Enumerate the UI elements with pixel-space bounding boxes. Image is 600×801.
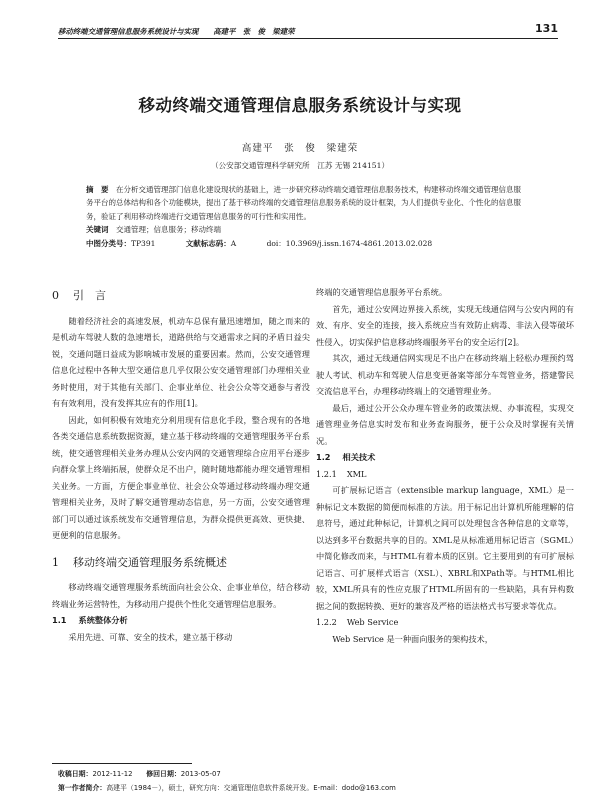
clc-value: TP391 [131, 238, 156, 248]
author-info-label: 第一作者简介： [58, 784, 107, 792]
section-title: 引 言 [73, 289, 106, 302]
doi-text: doi：10.3969/j.issn.1674-4861.2013.02.028 [266, 238, 433, 248]
paper-title: 移动终端交通管理信息服务系统设计与实现 [138, 96, 462, 115]
left-column [52, 288, 310, 645]
received-label: 收稿日期： [58, 770, 93, 778]
section-heading-intro [52, 288, 310, 305]
subsubsection-number: 1.2.2 [316, 617, 337, 627]
subsubsection-heading [316, 614, 574, 631]
paragraph: 可扩展标记语言（extensible markup language，XML）是一种标记文本数据的简便而标准的方法。用于标记出计算机所能理解的信息符号，通过此种标记，计算机之间可以处理包含各种信息的文章等，以达到多平台数据共享的目的。XML是从标准通用标记语言（SGML）中简化修改而来，与HTML有着本质的区别。它主要用到的有可扩展标记语言、可扩展样式语言（XSL）、XBRL和XPath等。与HTML相比较，XML所具有的性应克服了HTML所固有的一些缺陷，具有异构数据之间的数据转换、更好的兼容及严格的语法格式书写要求等优点。 [316, 485, 574, 611]
paragraph: 因此，如何积极有效地充分利用现有信息化手段，整合现有的各地各类交通信息系统数据资源，建立基于移动终端的交通管理服务平台系统，使交通管理相关业务办理从公安内网的交通管理综合应用平台逐步向群众掌上终端拓展，使群众足不出户，随时随地都能办理交通管理相关业务。一方面，方便企事业单位、社会公众等通过移动终端办理交通管理相关业务，及时了解交通管理动态信息，另一方面，公安交通管理部门可以通过该系统发布交通管理信息，为群众提供更高效、更快捷、更便利的信息服务。 [52, 414, 310, 540]
section-number: 0 [52, 289, 59, 302]
subsection-heading [52, 612, 310, 629]
subsection-heading [316, 449, 574, 466]
revised-label: 修回日期： [146, 770, 181, 778]
classification-row [86, 237, 526, 250]
keywords-label: 关键词 [86, 225, 109, 235]
subsection-number: 1.1 [52, 615, 67, 625]
paragraph: 首先，通过公安网边界接入系统，实现无线通信网与公安内网的有效、有序、安全的连接，接入系统应当有效防止病毒、非法入侵等破坏性侵入，切实保护信息移动终端服务平台的安全运行[2]。 [316, 303, 574, 347]
author-info: 高建平（1984－），硕士，研究方向：交通管理信息软件系统开发。E-mail：dodo@163.com [106, 784, 396, 792]
section-title: 移动终端交通管理服务系统概述 [73, 555, 227, 569]
paragraph: 其次，通过无线通信网实现足不出户在移动终端上轻松办理预约驾驶人考试、机动车和驾驶人信息变更备案等部分车驾管业务，搭建警民交流信息平台，办理移动终端上的交通管理业务。 [316, 353, 574, 396]
keywords-text: 交通管理；信息服务；移动终端 [116, 225, 221, 235]
abstract-label: 摘 要 [86, 185, 109, 194]
paragraph: 移动终端交通管理服务系统面向社会公众、企事业单位，结合移动终端业务运营特性，为移动用户提供个性化交通管理信息服务。 [52, 582, 310, 609]
paragraph: 最后，通过公开公众办理车管业务的政策法规、办事流程，实现交通管理业务信息实时发布和业务查询服务，便于公众及时掌握有关情况。 [316, 402, 574, 446]
right-column [316, 284, 574, 647]
subsubsection-number: 1.2.1 [316, 468, 337, 479]
doc-code-value: A [230, 238, 237, 248]
subsubsection-heading [316, 466, 574, 483]
paper-affiliation: （公安部交通管理科学研究所 江苏 无锡 214151） [210, 161, 390, 170]
paragraph: Web Service 是一种面向服务的架构技术， [332, 633, 493, 644]
paragraph: 终端的交通管理信息服务平台系统。 [316, 287, 448, 297]
doc-code-label: 文献标志码： [185, 238, 231, 248]
clc-label: 中图分类号： [86, 238, 131, 248]
received-date: 2012-11-12 [92, 770, 133, 778]
abstract-block [86, 183, 526, 250]
footnote-dates [58, 768, 221, 778]
subsubsection-title: XML [346, 468, 367, 479]
subsection-title: 系统整体分析 [78, 615, 128, 625]
footnote-author [58, 782, 396, 792]
subsubsection-title: Web Service [346, 617, 399, 627]
subsection-title: 相关技术 [342, 452, 376, 462]
paper-authors: 高建平 张 俊 梁建荣 [241, 143, 359, 154]
section-number: 1 [52, 555, 59, 569]
paragraph: 采用先进、可靠、安全的技术，建立基于移动 [68, 631, 233, 642]
abstract-text: 在分析交通管理部门信息化建设现状的基础上，进一步研究移动终端交通管理信息服务技术，构建移动终端交通管理信息服务平台的总体结构和各个功能模块，提出了基于移动终端的交通管理信息服务系统的设计框架，为人们提供专业化、个性化的信息服务，验证了利用移动终端进行交通管理信息服务的可行性和实用性。 [86, 185, 521, 221]
footnote-divider [52, 763, 192, 764]
abstract-paragraph [86, 183, 526, 223]
running-title: 移动终端交通管理信息服务系统设计与实现 高建平 张 俊 梁建荣 [58, 27, 295, 36]
paragraph: 随着经济社会的高速发展，机动车总保有量迅速增加，随之而来的是机动车驾驶人数的急速增长，道路供给与交通需求之间的矛盾日益尖锐，交通问题日益成为影响城市发展的重要因素。然而，公安交通管理信息化过程中各种大型交通信息几乎仅限公安交通管理部门办理相关业务时使用，对于其他有关部门、企事业单位、社会公众等交通参与者没有有效利用，没有发挥其应有的作用[1]。 [52, 315, 310, 408]
section-heading-overview [52, 555, 310, 572]
keywords-row [86, 223, 526, 236]
subsection-number: 1.2 [316, 452, 331, 462]
running-header [58, 22, 558, 39]
page-number: 131 [535, 22, 558, 35]
revised-date: 2013-05-07 [180, 770, 221, 778]
